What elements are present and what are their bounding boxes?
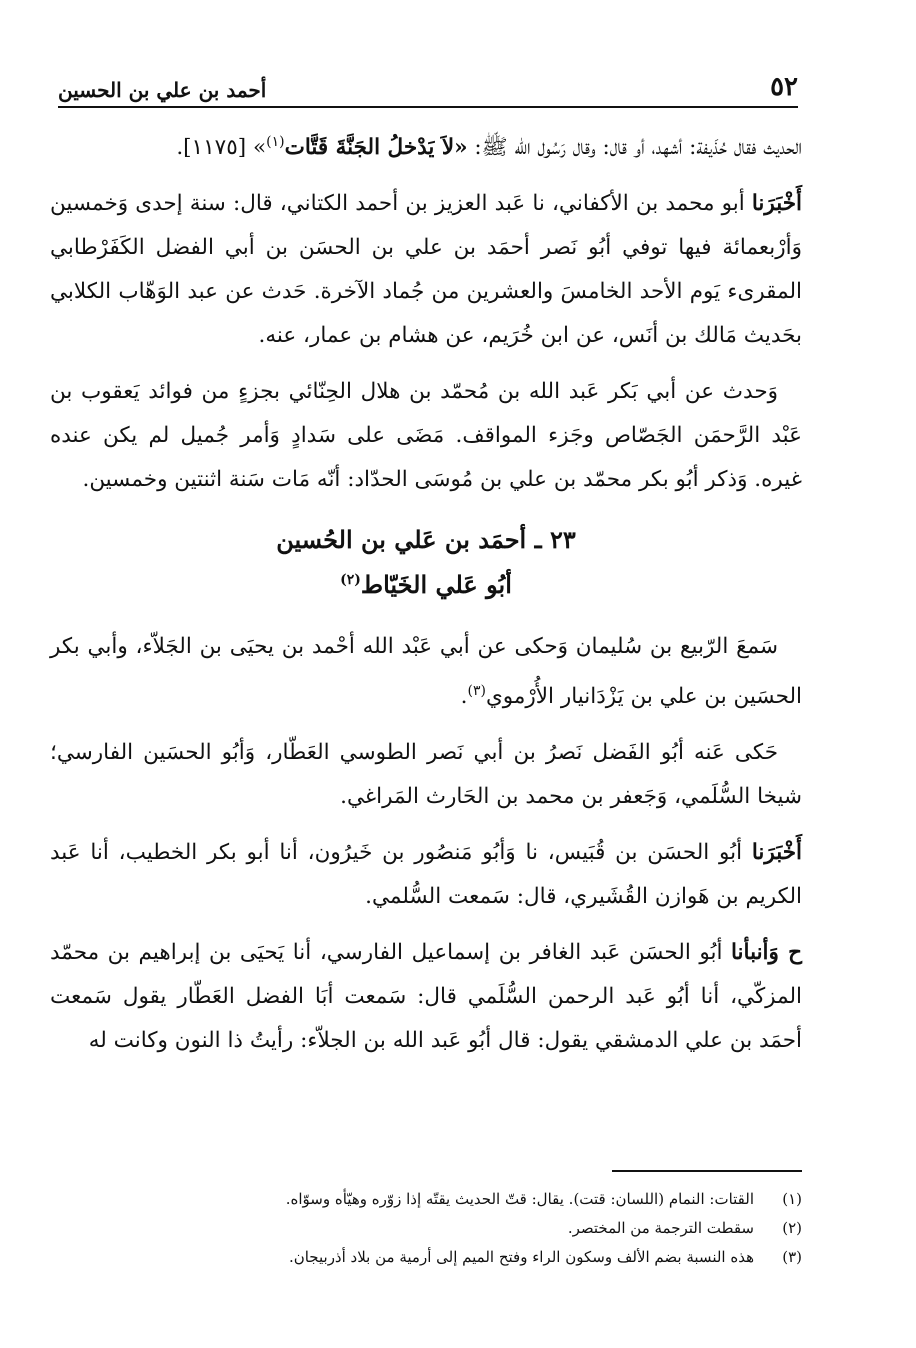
paragraph-tail: . xyxy=(460,684,468,710)
paragraph-haddath xyxy=(50,370,802,502)
running-title: أحمد بن علي بن الحسين xyxy=(58,78,267,102)
paragraph-haka xyxy=(50,731,802,819)
paragraph-akhbarana-2 xyxy=(50,831,802,919)
page-number: ٥٢ xyxy=(770,72,798,102)
entry-subtitle-line xyxy=(50,560,802,605)
hadith-quote: «لاَ يَدْخلُ الجَنَّةَ قَتَّات xyxy=(284,135,468,161)
entry-title: ٢٣ ـ أحمَد بن عَلي بن الحُسين xyxy=(276,525,576,555)
page-header xyxy=(58,62,798,108)
footnote-item xyxy=(60,1214,802,1243)
lead-word: أَخْبَرَنا xyxy=(751,191,802,217)
entry-subtitle: أبُو عَلي الخَيّاط xyxy=(360,570,512,600)
paragraph-text: سَمعَ الرّبيع بن سُليمان وَحكى عن أبي عَبْد الله أحْمد بن يحيَى بن الجَلاّء، وأبي بكر الحسَين بن علي بن يَزْدَانيار الأُرْموي xyxy=(50,634,802,710)
paragraph-tail: » [١١٧٥]. xyxy=(176,135,267,161)
paragraph-text: حَكى عَنه أبُو الفَضل نَصرُ بن أبي نَصر الطوسي العَطّار، وَأبُو الحسَين الفارسي؛ شيخا السُّلَمي، وَجَعفر بن محمد بن الحَارث المَراغي. xyxy=(50,740,802,810)
paragraph-akhbarana-1 xyxy=(50,182,802,358)
paragraph-text: أبُو الحسَن بن قُبَيس، نا وَأبُو مَنصُور بن خَيرُون، أنا أبو بكر الخطيب، أنا عَبد الكريم بن هَوازن القُشَيري، قال: سَمعت السُّلمي. xyxy=(50,840,802,910)
footnotes xyxy=(60,1185,802,1272)
lead-word: ح وَأنبأنا xyxy=(731,940,802,966)
main-text xyxy=(50,120,802,1075)
paragraph-text: الحديث فقال حُذَيفة: أشهد، أو قال: وقال رَسُول الله ﷺ: xyxy=(467,135,802,161)
footnote-item xyxy=(60,1185,802,1214)
footnote-text: القتات: النمام (اللسان: قتت). يقال: قتّ الحديث يقتّه إذا زوّره وهيّأه وسوّاه. xyxy=(285,1190,754,1208)
footnote-ref: (٢) xyxy=(340,572,361,589)
footnote-item xyxy=(60,1243,802,1272)
footnote-text: سقطت الترجمة من المختصر. xyxy=(567,1219,754,1237)
footnote-number: (٣) xyxy=(782,1248,802,1266)
lead-word: أَخْبَرَنا xyxy=(751,840,802,866)
paragraph-hadith-end xyxy=(50,120,802,170)
paragraph-text: أبو محمد بن الأكفاني، نا عَبد العزيز بن أحمد الكتاني، قال: سنة إحدى وَخمسين وَأرْبعمائة فيها توفي أبُو نَصر أحمَد بن علي بن الحسَن بن أبي الفضل الكَفَرْطابي المقرىء يَوم الأحد الخامسَ والعشرين من جُماد الآخرة. حَدث عن عبد الوَهّاب الكلابي بحَديث مَالك بن أنَس، عن ابن خُرَيم، عن هشام بن عمار، عنه. xyxy=(50,191,802,349)
entry-heading xyxy=(50,520,802,605)
paragraph-anbaana xyxy=(50,931,802,1063)
footnote-divider xyxy=(612,1170,802,1172)
footnote-number: (٢) xyxy=(782,1219,802,1237)
footnote-number: (١) xyxy=(782,1190,802,1208)
footnote-ref: (٣) xyxy=(467,683,486,700)
paragraph-text: أبُو الحسَن عَبد الغافر بن إسماعيل الفارسي، أنا يَحيَى بن إبراهيم بن محمّد المزكّي، أنا أبُو عَبد الرحمن السُّلَمي قال: سَمعت أبَا الفضل العَطّار يقول سَمعت أحمَد بن علي الدمشقي يقول: قال أبُو عَبد الله بن الجلاّء: رأيتُ ذا النون وكانت له xyxy=(50,940,802,1054)
paragraph-text: وَحدث عن أبي بَكر عَبد الله بن مُحمّد بن هلال الحِنّائي بجزءٍ من فوائد يَعقوب بن عَبْد الرَّحمَن الجَصّاص وجَزء المواقف. مَضَى على سَدادٍ وَأمر جُميل لم يكن عنده غيره. وَذكر أبُو بكر محمّد بن علي بن مُوسَى الحدّاد: أنّه مَات سَنة اثنتين وخمسين. xyxy=(50,379,802,493)
paragraph-samia xyxy=(50,625,802,719)
footnote-ref: (١) xyxy=(266,134,285,150)
footnote-text: هذه النسبة بضم الألف وسكون الراء وفتح الميم إلى أرمية من بلاد أذربيجان. xyxy=(288,1248,754,1266)
